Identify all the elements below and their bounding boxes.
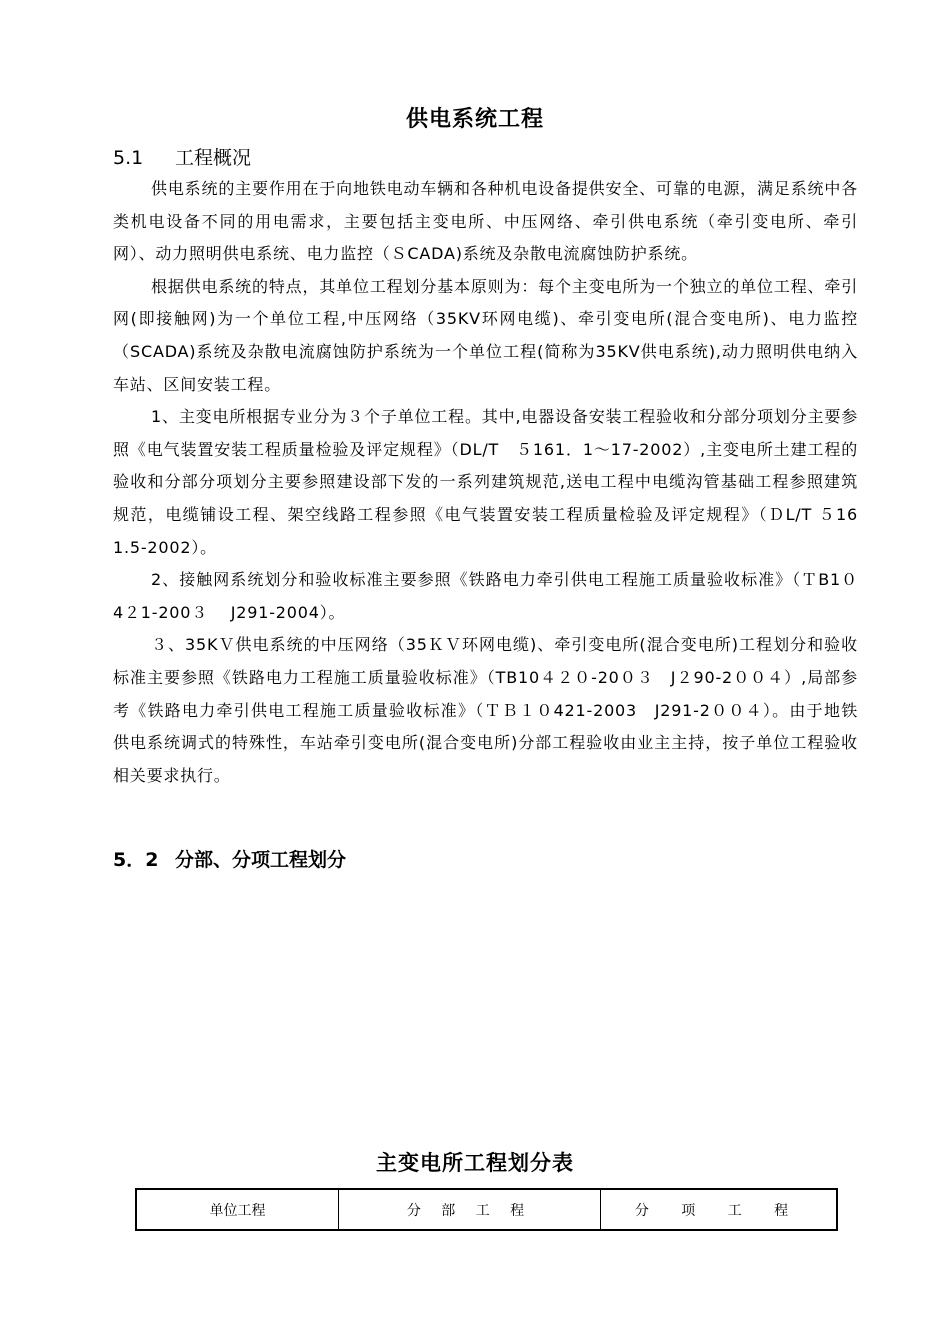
section-number: 5．2 — [113, 849, 159, 871]
section-heading-5-1 — [113, 143, 251, 170]
column-header-sub-project: 分 部 工 程 — [339, 1189, 601, 1230]
column-header-unit-project: 单位工程 — [136, 1189, 339, 1230]
column-header-item-project: 分 项 工 程 — [601, 1189, 838, 1230]
section-number: 5.1 — [113, 147, 144, 169]
paragraph-division-principle: 根据供电系统的特点，其单位工程划分基本原则为：每个主变电所为一个独立的单位工程、牵引网(即接触网)为一个单位工程,中压网络（35KV环网电缆)、牵引变电所(混合变电所)、电力监控（SCADA)系统及杂散电流腐蚀防护系统为一个单位工程(简称为35KV供电系统),动力照明供电纳入车站、区间安装工程。 — [113, 276, 858, 394]
paragraph-35kv-system: ３、35KＶ供电系统的中压网络（35ＫＶ环网电缆)、牵引变电所(混合变电所)工程划分和验收标准主要参照《铁路电力工程施工质量验收标准》（TB10４２０-20０３ J２90-2００４）,局部参考《铁路电力牵引供电工程施工质量验收标准》（ＴＢ１０421-2003 J291-2００４）。由于地铁供电系统调式的特殊性，车站牵引变电所(混合变电所)分部工程验收由业主主持，按子单位工程验收相关要求执行。 — [113, 635, 858, 785]
section-heading-5-2 — [113, 845, 346, 872]
division-table — [135, 1188, 838, 1231]
section-title: 分部、分项工程划分 — [175, 849, 347, 871]
paragraph-main-substation: 1、主变电所根据专业分为３个子单位工程。其中,电器设备安装工程验收和分部分项划分主要参照《电气装置安装工程质量检验及评定规程》（DL/T ５161．1～17-2002）,主变电所土建工程的验收和分部分项划分主要参照建设部下发的一系列建筑规范,送电工程中电缆沟管基础工程参照建筑规范，电缆铺设工程、架空线路工程参照《电气装置安装工程质量检验及评定规程》（ＤL/T ５16 1.5-2002）。 — [113, 407, 858, 557]
table-title: 主变电所工程划分表 — [376, 1151, 574, 1175]
paragraph-catenary: 2、接触网系统划分和验收标准主要参照《铁路电力牵引供电工程施工质量验收标准》（ＴB1０4２1-200３ J291-2004）。 — [113, 570, 858, 622]
section-body — [113, 173, 858, 792]
section-title: 工程概况 — [175, 147, 252, 169]
paragraph-overview: 供电系统的主要作用在于向地铁电动车辆和各种机电设备提供安全、可靠的电源，满足系统中各类机电设备不同的用电需求，主要包括主变电所、中压网络、牵引供电系统（牵引变电所、牵引网）、动力照明供电系统、电力监控（ＳCADA)系统及杂散电流腐蚀防护系统。 — [113, 179, 858, 264]
table-header-row — [136, 1189, 837, 1230]
page-title: 供电系统工程 — [405, 107, 544, 132]
